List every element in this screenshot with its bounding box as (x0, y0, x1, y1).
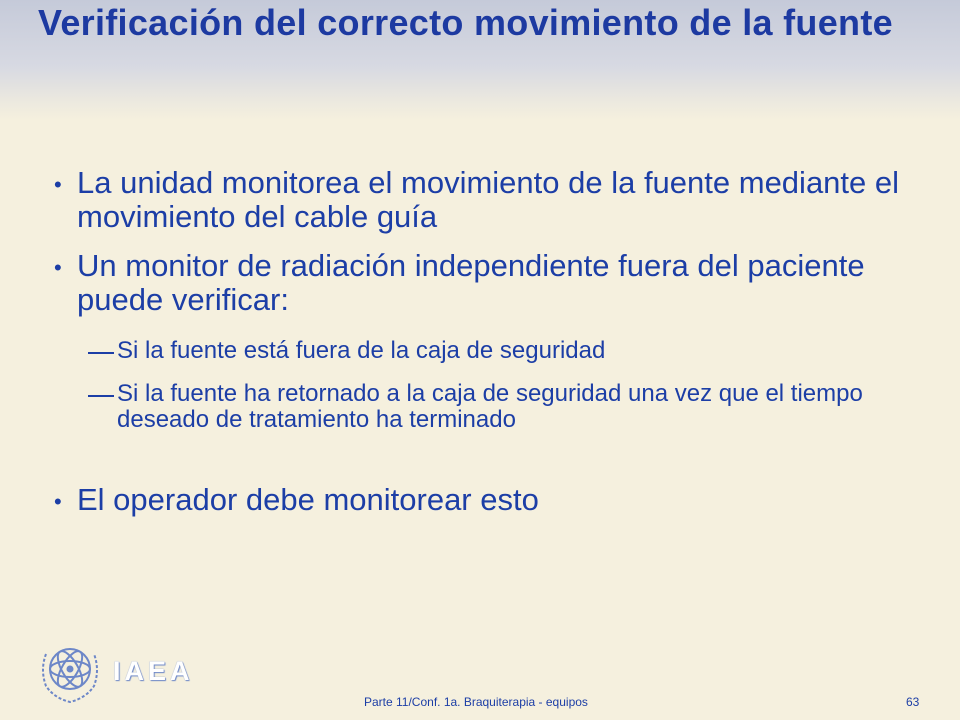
bullet-2: Un monitor de radiación independiente fuera del paciente puede verificar: (77, 248, 865, 317)
iaea-emblem-icon (36, 636, 104, 706)
bullet-marker: • (54, 489, 62, 514)
footer-caption: Parte 11/Conf. 1a. Braquiterapia - equipos (364, 695, 588, 709)
bullet-3: El operador debe monitorear esto (77, 482, 539, 517)
bullet-marker: • (54, 255, 62, 280)
sub-bullet-dash (88, 395, 114, 397)
iaea-logo-text: IAEA (113, 656, 194, 686)
slide-title: Verificación del correcto movimiento de la fuente (38, 2, 893, 43)
sub-bullet-dash (88, 352, 114, 354)
page-number: 63 (906, 695, 920, 709)
sub-bullet-1: Si la fuente está fuera de la caja de seguridad (117, 337, 606, 364)
bullet-marker: • (54, 172, 62, 197)
sub-bullet-2: Si la fuente ha retornado a la caja de seguridad una vez que el tiempo deseado de tratamiento ha terminado (117, 380, 863, 433)
bullet-1: La unidad monitorea el movimiento de la fuente mediante el movimiento del cable guía (77, 165, 900, 234)
